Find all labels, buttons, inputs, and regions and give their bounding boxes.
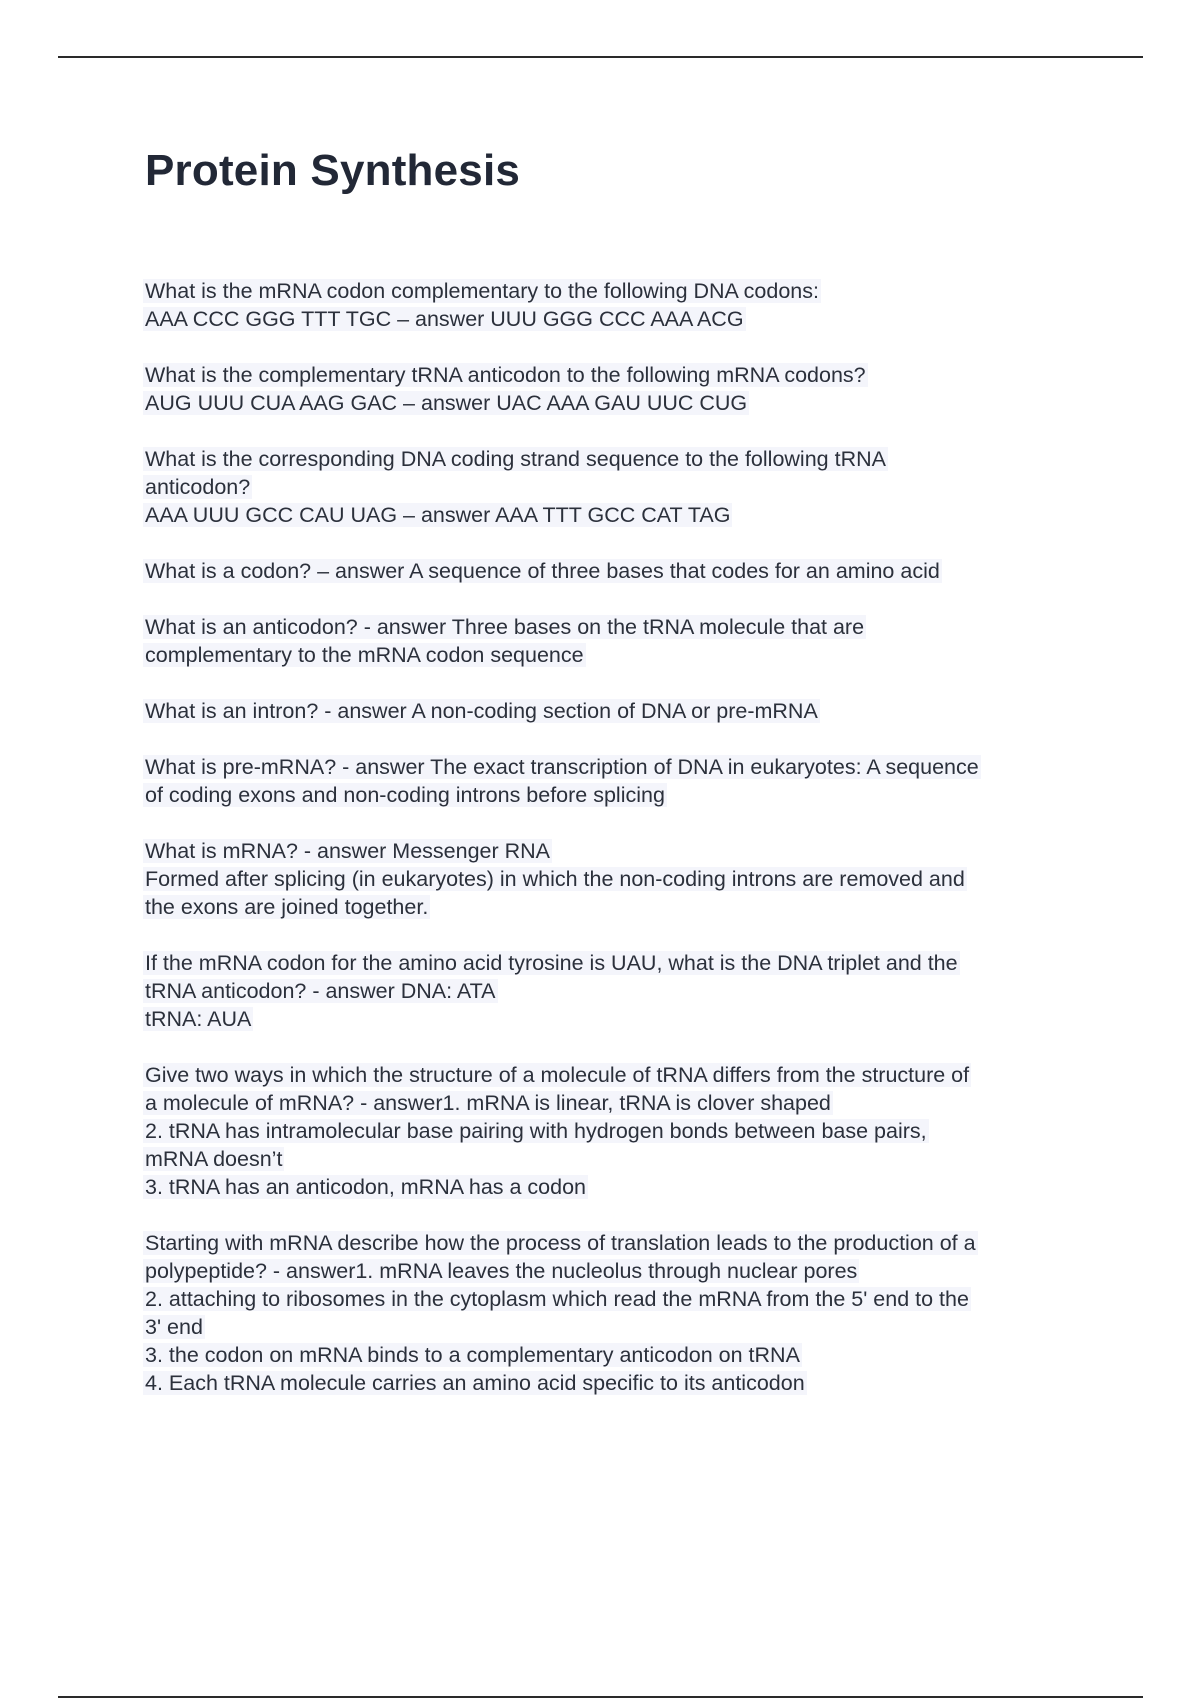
qa-item bbox=[145, 949, 1085, 1033]
qa-item bbox=[145, 1229, 1085, 1397]
qa-line bbox=[145, 389, 1085, 417]
qa-line bbox=[145, 865, 1085, 893]
qa-item bbox=[145, 277, 1085, 333]
qa-line-text: What is a codon? – answer A sequence of three bases that codes for an amino acid bbox=[145, 558, 940, 583]
qa-item bbox=[145, 753, 1085, 809]
qa-line bbox=[145, 501, 1085, 529]
qa-line bbox=[145, 753, 1085, 781]
qa-line bbox=[145, 1145, 1085, 1173]
qa-line-text: 4. Each tRNA molecule carries an amino acid specific to its anticodon bbox=[145, 1370, 805, 1395]
qa-line bbox=[145, 1285, 1085, 1313]
qa-line bbox=[145, 1369, 1085, 1397]
qa-line bbox=[145, 1173, 1085, 1201]
qa-line-text: AAA UUU GCC CAU UAG – answer AAA TTT GCC CAT TAG bbox=[145, 502, 731, 527]
qa-line-text: What is the mRNA codon complementary to the following DNA codons: bbox=[145, 278, 819, 303]
qa-line-text: of coding exons and non-coding introns before splicing bbox=[145, 782, 665, 807]
qa-line bbox=[145, 977, 1085, 1005]
qa-item bbox=[145, 445, 1085, 529]
qa-line-text: What is the complementary tRNA anticodon to the following mRNA codons? bbox=[145, 362, 866, 387]
qa-line-text: tRNA anticodon? - answer DNA: ATA bbox=[145, 978, 496, 1003]
header-divider bbox=[58, 56, 1143, 58]
qa-line bbox=[145, 697, 1085, 725]
qa-item bbox=[145, 837, 1085, 921]
qa-line bbox=[145, 361, 1085, 389]
document-body bbox=[145, 146, 1085, 1425]
qa-line bbox=[145, 1313, 1085, 1341]
qa-line-text: What is an anticodon? - answer Three bases on the tRNA molecule that are bbox=[145, 614, 865, 639]
qa-line-text: What is mRNA? - answer Messenger RNA bbox=[145, 838, 551, 863]
qa-line-text: What is pre-mRNA? - answer The exact transcription of DNA in eukaryotes: A sequence bbox=[145, 754, 979, 779]
qa-line bbox=[145, 949, 1085, 977]
qa-line-text: 2. attaching to ribosomes in the cytoplasm which read the mRNA from the 5' end to the bbox=[145, 1286, 969, 1311]
qa-item bbox=[145, 697, 1085, 725]
qa-item bbox=[145, 361, 1085, 417]
qa-line bbox=[145, 473, 1085, 501]
qa-line-text: AAA CCC GGG TTT TGC – answer UUU GGG CCC AAA ACG bbox=[145, 306, 744, 331]
qa-line-text: What is an intron? - answer A non-coding section of DNA or pre-mRNA bbox=[145, 698, 818, 723]
document-title: Protein Synthesis bbox=[145, 146, 521, 195]
qa-line-text: Give two ways in which the structure of a molecule of tRNA differs from the structure of bbox=[145, 1062, 970, 1087]
qa-line bbox=[145, 557, 1085, 585]
qa-line-text: Starting with mRNA describe how the process of translation leads to the production of a bbox=[145, 1230, 976, 1255]
qa-line-text: anticodon? bbox=[145, 474, 251, 499]
qa-line-text: 3' end bbox=[145, 1314, 203, 1339]
qa-line-text: mRNA doesn’t bbox=[145, 1146, 283, 1171]
qa-line-text: 3. tRNA has an anticodon, mRNA has a codon bbox=[145, 1174, 587, 1199]
qa-line-text: tRNA: AUA bbox=[145, 1006, 252, 1031]
qa-line-text: the exons are joined together. bbox=[145, 894, 429, 919]
qa-line-text: a molecule of mRNA? - answer1. mRNA is linear, tRNA is clover shaped bbox=[145, 1090, 831, 1115]
qa-line-text: 3. the codon on mRNA binds to a complementary anticodon on tRNA bbox=[145, 1342, 800, 1367]
qa-line-text: AUG UUU CUA AAG GAC – answer UAC AAA GAU UUC CUG bbox=[145, 390, 748, 415]
qa-line bbox=[145, 893, 1085, 921]
qa-line-text: Formed after splicing (in eukaryotes) in which the non-coding introns are removed and bbox=[145, 866, 965, 891]
qa-line bbox=[145, 837, 1085, 865]
qa-line bbox=[145, 613, 1085, 641]
qa-line-text: 2. tRNA has intramolecular base pairing with hydrogen bonds between base pairs, bbox=[145, 1118, 927, 1143]
qa-line bbox=[145, 781, 1085, 809]
qa-line bbox=[145, 1117, 1085, 1145]
qa-line-text: complementary to the mRNA codon sequence bbox=[145, 642, 584, 667]
qa-line bbox=[145, 1005, 1085, 1033]
qa-line bbox=[145, 1257, 1085, 1285]
footer-divider bbox=[58, 1696, 1143, 1698]
qa-line bbox=[145, 305, 1085, 333]
qa-line bbox=[145, 641, 1085, 669]
qa-list bbox=[145, 277, 1085, 1397]
qa-item bbox=[145, 1061, 1085, 1201]
qa-line bbox=[145, 277, 1085, 305]
qa-line-text: polypeptide? - answer1. mRNA leaves the nucleolus through nuclear pores bbox=[145, 1258, 858, 1283]
qa-line bbox=[145, 1341, 1085, 1369]
qa-line bbox=[145, 1229, 1085, 1257]
qa-line-text: If the mRNA codon for the amino acid tyrosine is UAU, what is the DNA triplet and the bbox=[145, 950, 958, 975]
qa-item bbox=[145, 613, 1085, 669]
qa-line bbox=[145, 1089, 1085, 1117]
qa-item bbox=[145, 557, 1085, 585]
qa-line bbox=[145, 1061, 1085, 1089]
qa-line-text: What is the corresponding DNA coding strand sequence to the following tRNA bbox=[145, 446, 886, 471]
qa-line bbox=[145, 445, 1085, 473]
